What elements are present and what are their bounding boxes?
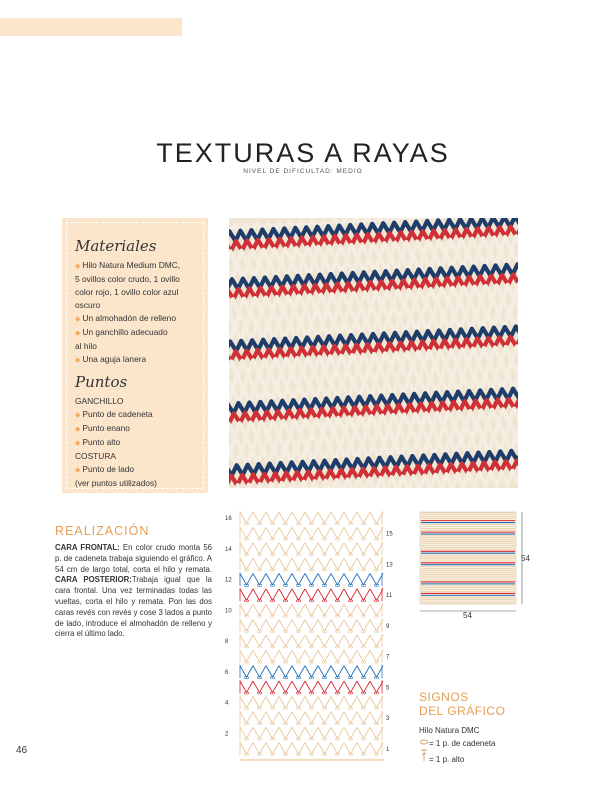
diamond-bullet-icon: ◆	[75, 426, 81, 433]
photo-illustration	[229, 218, 518, 488]
stitches-heading: Puntos	[75, 373, 128, 391]
materials-item-line: al hilo	[75, 341, 97, 351]
materials-inner	[66, 222, 204, 489]
chart-row	[240, 726, 383, 740]
materials-item-line: ◆ Un ganchillo adecuado	[75, 327, 168, 337]
diamond-bullet-icon: ◆	[75, 330, 81, 337]
stitches-item-line: ◆ Punto alto	[75, 437, 121, 447]
chart-row-number: 10	[225, 608, 232, 615]
legend-yarn: Hilo Natura DMC	[419, 726, 480, 735]
stitches-item-line: COSTURA	[75, 451, 116, 461]
back-label: CARA POSTERIOR:	[55, 575, 132, 585]
materials-item-line: color rojo, 1 ovillo color azul	[75, 287, 179, 297]
legend-chain	[419, 738, 496, 748]
chart-row	[240, 649, 383, 663]
height-label: 54	[521, 554, 530, 563]
stripe-diagram	[418, 508, 538, 623]
difficulty-label: NIVEL DE DIFICULTAD: MEDIO	[243, 168, 363, 175]
front-text: En color crudo monta 56 p. de cadeneta trabaja siguiendo el gráfico. A 54 cm de largo total, corta el hilo y remata.	[55, 543, 212, 574]
chart-row	[240, 711, 383, 725]
back-text: Trabaja igual que la cara frontal. Una vez terminadas todas las vueltas, corta el hilo y remata. Pon las dos caras revés con revés y cose 3 lados a punto de lado, introduce el almohadón de relleno y cierra el último lado.	[55, 575, 212, 639]
chart-row	[240, 526, 383, 540]
chart-row	[240, 573, 383, 587]
chain-stitch-icon	[419, 738, 429, 746]
chart-row-number: 6	[225, 669, 229, 676]
materials-item-line: ◆ Una aguja lanera	[75, 354, 147, 364]
chart-row-number: 13	[386, 562, 393, 569]
chart-row-number: 1	[386, 746, 390, 753]
diamond-bullet-icon: ◆	[75, 263, 81, 270]
diamond-bullet-icon: ◆	[75, 357, 81, 364]
diamond-bullet-icon: ◆	[75, 440, 81, 447]
stitches-list	[75, 395, 197, 490]
page-number: 46	[16, 745, 28, 756]
chart-row-number: 8	[225, 639, 229, 646]
chart-row	[240, 511, 383, 525]
chart-row-number: 3	[386, 716, 390, 723]
chart-row	[240, 742, 383, 756]
knit-photo	[229, 218, 518, 488]
double-crochet-icon	[419, 748, 429, 762]
chart-row-number: 12	[225, 577, 232, 584]
materials-box	[62, 218, 208, 493]
chart-row-number: 16	[225, 516, 232, 523]
legend-title	[419, 690, 505, 718]
chart-row	[240, 696, 383, 710]
width-label: 54	[463, 611, 472, 620]
stitches-item-line: (ver puntos utilizados)	[75, 478, 157, 488]
chart-row-number: 4	[225, 700, 229, 707]
chart-row	[240, 619, 383, 633]
materials-item-line: oscuro	[75, 300, 101, 310]
materials-item-line: 5 ovillos color crudo, 1 ovillo	[75, 274, 180, 284]
chart-row	[240, 557, 383, 571]
materials-list	[75, 259, 197, 367]
diamond-bullet-icon: ◆	[75, 467, 81, 474]
materials-item-line: ◆ Un almohadón de relleno	[75, 313, 176, 323]
chart-row-number: 14	[225, 546, 232, 553]
legend-dc-text: = 1 p. alto	[429, 755, 465, 764]
materials-item-line: ◆ Hilo Natura Medium DMC,	[75, 260, 181, 270]
chart-row-number: 7	[386, 654, 390, 661]
chart-row-number: 15	[386, 531, 393, 538]
chart-row	[240, 680, 383, 694]
page-title: TEXTURAS A RAYAS	[156, 138, 450, 168]
legend-title-line1: SIGNOS	[419, 690, 469, 704]
chart-row-number: 11	[386, 593, 393, 600]
chart-row	[240, 634, 383, 648]
chart-row-number: 5	[386, 685, 390, 692]
chart-row	[240, 665, 383, 679]
realizacion-text	[55, 543, 212, 640]
legend-chain-text: = 1 p. de cadeneta	[429, 739, 496, 748]
realizacion-title: REALIZACIÓN	[55, 524, 150, 538]
stitches-item-line: ◆ Punto de cadeneta	[75, 409, 153, 419]
chart-row-number: 9	[386, 623, 390, 630]
diamond-bullet-icon: ◆	[75, 316, 81, 323]
chart-row	[240, 588, 383, 602]
crochet-chart	[224, 506, 400, 766]
stitches-item-line: ◆ Punto enano	[75, 423, 130, 433]
chart-row	[240, 603, 383, 617]
stitches-item-line: GANCHILLO	[75, 396, 124, 406]
front-label: CARA FRONTAL:	[55, 543, 120, 552]
chart-row	[240, 542, 383, 556]
legend-dc	[419, 748, 464, 764]
header-tab	[0, 18, 182, 36]
stitches-item-line: ◆ Punto de lado	[75, 464, 135, 474]
legend-title-line2: DEL GRÁFICO	[419, 704, 506, 718]
materials-heading: Materiales	[75, 237, 157, 255]
diamond-bullet-icon: ◆	[75, 412, 81, 419]
chart-row-number: 2	[225, 731, 229, 738]
